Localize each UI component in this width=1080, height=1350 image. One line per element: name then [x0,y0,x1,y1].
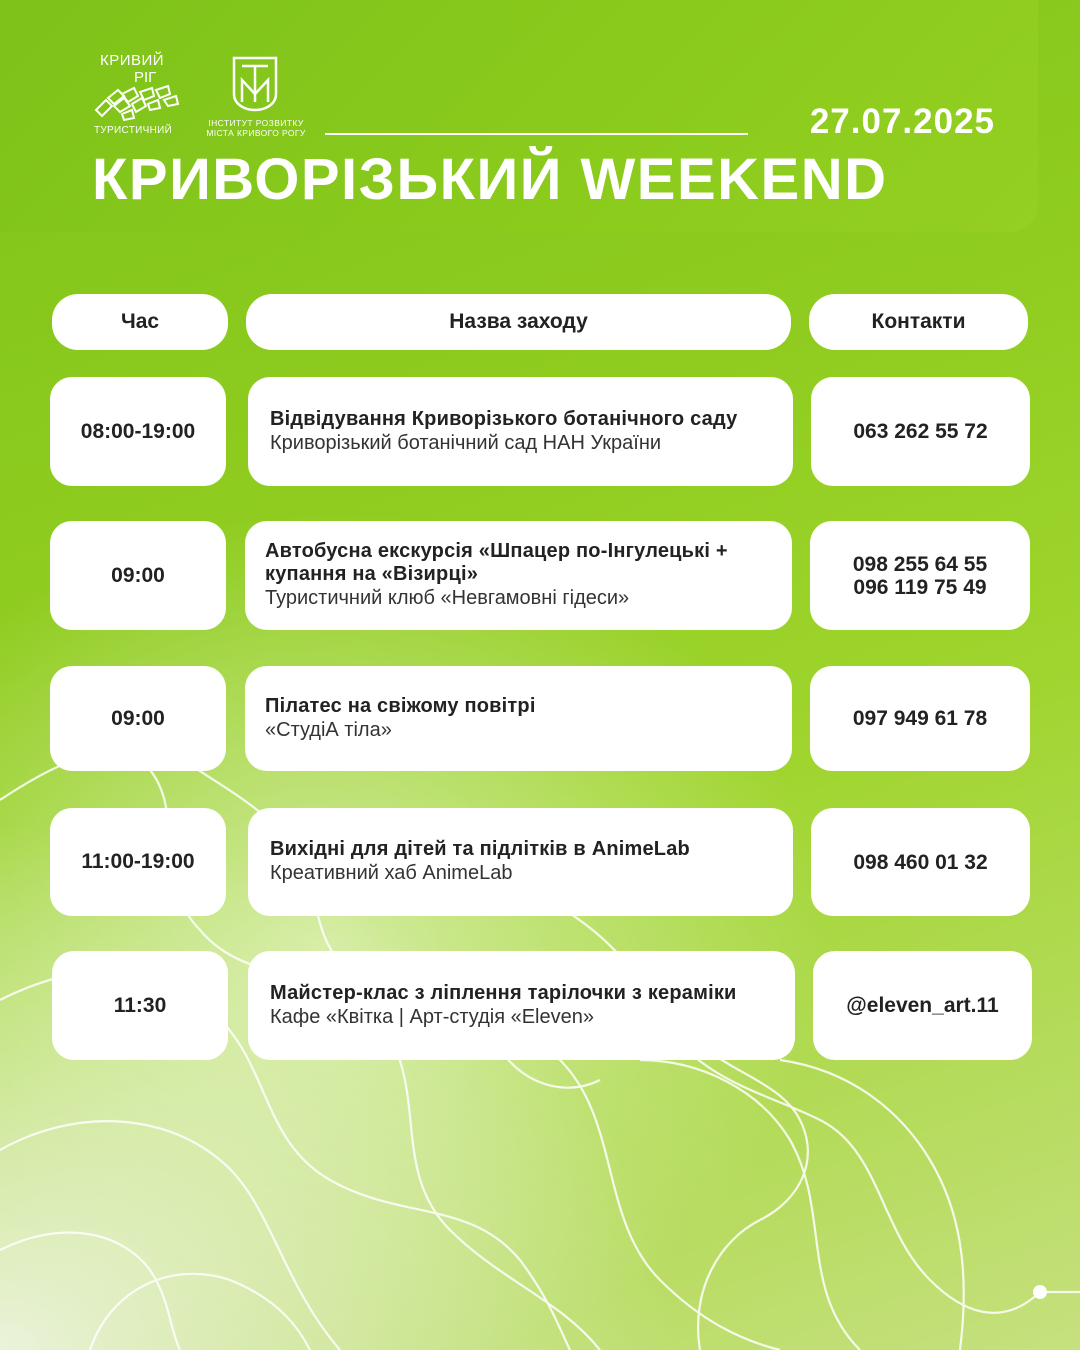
institute-logo-emblem-icon [230,54,280,112]
column-header-contacts: Контакти [809,294,1028,350]
row-2-event-name: Автобусна екскурсія «Шпацер по-Інгулецькі + купання на «Візирці» [265,540,728,585]
row-2-contact-line-2: 096 119 75 49 [853,575,987,599]
tourist-logo-line3: ТУРИСТИЧНИЙ [94,125,173,136]
row-4-event-name: Вихідні для дітей та підлітків в AnimeLab [270,838,690,860]
institute-logo-line1: ІНСТИТУТ РОЗВИТКУ [208,118,304,128]
column-header-time: Час [52,294,228,350]
row-5-contact [813,951,1032,1060]
row-4-contact-line-1: 098 460 01 32 [853,850,988,874]
row-5-contact-line-1: @eleven_art.11 [846,994,999,1017]
row-4-time: 11:00-19:00 [50,808,226,916]
row-1-time: 08:00-19:00 [50,377,226,486]
tourist-logo [90,50,190,142]
event-date: 27.07.2025 [809,102,995,141]
row-1-contact [811,377,1030,486]
row-5-time: 11:30 [52,951,228,1060]
row-3-organizer: «СтудіА тіла» [265,718,392,741]
tourist-logo-emblem-icon [92,80,180,122]
row-2-contact [810,521,1030,630]
header-divider [325,133,748,135]
row-4-organizer: Креативний хаб AnimeLab [270,862,513,884]
page-title: КРИВОРІЗЬКИЙ WEEKEND [92,147,888,212]
institute-logo-line2: МІСТА КРИВОГО РОГУ [206,128,306,138]
decorative-dot [1033,1285,1047,1299]
tourist-logo-line1: КРИВИЙ [100,52,165,69]
row-1-contact-line-1: 063 262 55 72 [853,420,988,443]
row-3-contact-line-1: 097 949 61 78 [852,707,988,730]
row-3-event-name: Пілатес на свіжому повітрі [265,694,536,717]
row-4-event [248,808,793,916]
row-4-contact [811,808,1030,916]
column-header-event: Назва заходу [246,294,791,350]
institute-logo [198,54,318,142]
row-5-event [248,951,795,1060]
row-2-time: 09:00 [50,521,226,630]
row-5-event-name: Майстер-клас з ліплення тарілочки з кераміки [270,981,737,1004]
row-3-contact [810,666,1030,771]
row-2-event [245,521,792,630]
row-2-contact-line-1: 098 255 64 55 [852,552,988,576]
tourist-logo-line2: РІГ [134,69,157,86]
row-5-organizer: Кафе «Квітка | Арт-студія «Eleven» [270,1005,594,1028]
row-3-time: 09:00 [50,666,226,771]
row-3-event [245,666,792,771]
row-2-organizer: Туристичний клюб «Невгамовні гідеси» [265,587,630,609]
row-1-event [248,377,793,486]
row-1-organizer: Криворізький ботанічний сад НАН України [270,431,662,454]
row-1-event-name: Відвідування Криворізького ботанічного саду [270,407,738,430]
